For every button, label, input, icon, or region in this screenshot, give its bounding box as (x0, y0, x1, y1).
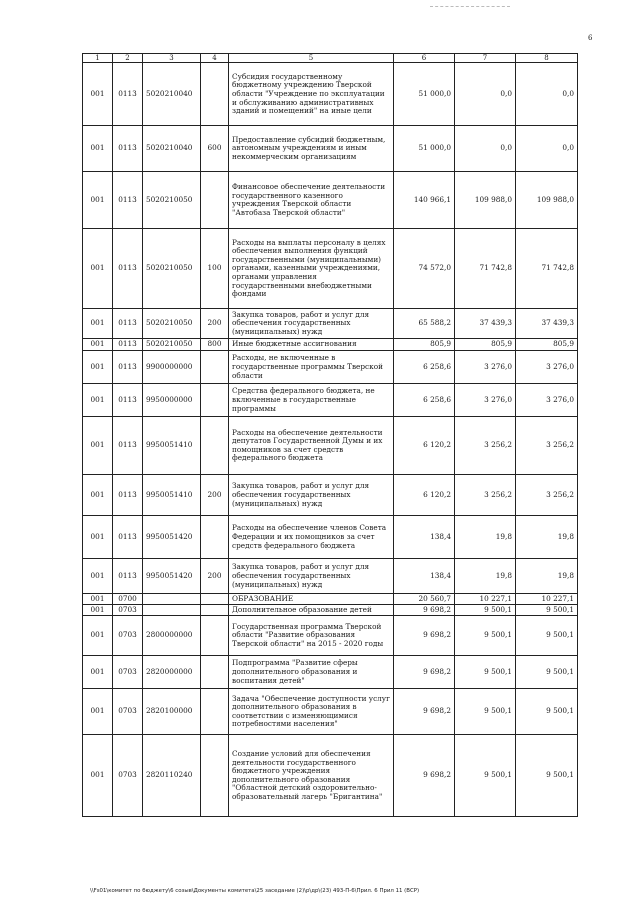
cell-c6: 138,4 (394, 516, 455, 559)
cell-c7: 3 276,0 (455, 384, 516, 417)
cell-c1: 001 (83, 339, 113, 351)
cell-c7: 9 500,1 (455, 656, 516, 689)
cell-c1: 001 (83, 516, 113, 559)
cell-c4 (201, 516, 229, 559)
cell-c2: 0113 (113, 351, 143, 384)
cell-c5: ОБРАЗОВАНИЕ (229, 594, 394, 605)
cell-c7: 0,0 (455, 63, 516, 126)
cell-c8: 3 256,2 (516, 417, 578, 475)
cell-c6: 6 258,6 (394, 384, 455, 417)
cell-c8: 109 988,0 (516, 172, 578, 229)
cell-c3: 2800000000 (143, 616, 201, 656)
cell-c2: 0113 (113, 126, 143, 172)
cell-c7: 0,0 (455, 126, 516, 172)
cell-c8: 19,8 (516, 516, 578, 559)
cell-c8: 3 276,0 (516, 384, 578, 417)
cell-c1: 001 (83, 475, 113, 516)
table-row (83, 656, 578, 689)
cell-c1: 001 (83, 735, 113, 817)
cell-c5: Закупка товаров, работ и услуг для обеспечения государственных (муниципальных) нужд (229, 475, 394, 516)
cell-c3: 5020210050 (143, 172, 201, 229)
cell-c4 (201, 351, 229, 384)
cell-c7: 3 276,0 (455, 351, 516, 384)
header-cell: 2 (113, 54, 143, 63)
cell-c4 (201, 417, 229, 475)
cell-c1: 001 (83, 559, 113, 594)
table-row (83, 735, 578, 817)
cell-c8: 10 227,1 (516, 594, 578, 605)
cell-c8: 9 500,1 (516, 689, 578, 735)
table-row (83, 384, 578, 417)
cell-c6: 9 698,2 (394, 656, 455, 689)
cell-c5: Подпрограмма "Развитие сферы дополнительного образования и воспитания детей" (229, 656, 394, 689)
cell-c3: 2820000000 (143, 656, 201, 689)
cell-c4 (201, 735, 229, 817)
cell-c3: 5020210050 (143, 309, 201, 339)
cell-c2: 0113 (113, 417, 143, 475)
header-cell: 3 (143, 54, 201, 63)
page-number: 6 (588, 34, 593, 42)
table-row (83, 229, 578, 309)
cell-c7: 805,9 (455, 339, 516, 351)
cell-c4 (201, 689, 229, 735)
cell-c8: 3 256,2 (516, 475, 578, 516)
cell-c3: 5020210050 (143, 229, 201, 309)
cell-c3: 9900000000 (143, 351, 201, 384)
cell-c3: 9950051410 (143, 417, 201, 475)
cell-c3: 2820110240 (143, 735, 201, 817)
cell-c6: 65 588,2 (394, 309, 455, 339)
cell-c2: 0113 (113, 384, 143, 417)
cell-c8: 0,0 (516, 126, 578, 172)
cell-c7: 37 439,3 (455, 309, 516, 339)
cell-c3: 9950051420 (143, 559, 201, 594)
cell-c5: Финансовое обеспечение деятельности государственного казенного учреждения Тверской области "Автобаза Тверской области" (229, 172, 394, 229)
cell-c2: 0113 (113, 559, 143, 594)
cell-c5: Иные бюджетные ассигнования (229, 339, 394, 351)
cell-c1: 001 (83, 63, 113, 126)
cell-c2: 0703 (113, 616, 143, 656)
cell-c8: 3 276,0 (516, 351, 578, 384)
cell-c1: 001 (83, 594, 113, 605)
cell-c6: 9 698,2 (394, 616, 455, 656)
cell-c1: 001 (83, 656, 113, 689)
cell-c5: Расходы на обеспечение членов Совета Федерации и их помощников за счет средств федерального бюджета (229, 516, 394, 559)
cell-c1: 001 (83, 172, 113, 229)
cell-c1: 001 (83, 605, 113, 616)
cell-c4 (201, 605, 229, 616)
cell-c8: 19,8 (516, 559, 578, 594)
cell-c3: 9950000000 (143, 384, 201, 417)
cell-c5: Закупка товаров, работ и услуг для обеспечения государственных (муниципальных) нужд (229, 559, 394, 594)
cell-c3: 5020210050 (143, 339, 201, 351)
table-row (83, 616, 578, 656)
cell-c6: 6 120,2 (394, 417, 455, 475)
cell-c1: 001 (83, 616, 113, 656)
cell-c5: Субсидия государственному бюджетному учреждению Тверской области "Учреждение по эксплуатации и обслуживанию административных зданий и помещений" на иные цели (229, 63, 394, 126)
header-cell: 8 (516, 54, 578, 63)
cell-c7: 3 256,2 (455, 475, 516, 516)
table-row (83, 594, 578, 605)
cell-c4 (201, 384, 229, 417)
cell-c4: 800 (201, 339, 229, 351)
cell-c7: 9 500,1 (455, 616, 516, 656)
cell-c7: 19,8 (455, 516, 516, 559)
cell-c5: Расходы на обеспечение деятельности депутатов Государственной Думы и их помощников за счет средств федерального бюджета (229, 417, 394, 475)
table-row (83, 689, 578, 735)
cell-c4 (201, 172, 229, 229)
cell-c7: 71 742,8 (455, 229, 516, 309)
cell-c3 (143, 605, 201, 616)
table-row (83, 475, 578, 516)
cell-c3: 5020210040 (143, 126, 201, 172)
cell-c1: 001 (83, 351, 113, 384)
cell-c6: 51 000,0 (394, 63, 455, 126)
cell-c4: 200 (201, 475, 229, 516)
cell-c5: Предоставление субсидий бюджетным, автономным учреждениям и иным некоммерческим организациям (229, 126, 394, 172)
cell-c7: 9 500,1 (455, 605, 516, 616)
cell-c5: Дополнительное образование детей (229, 605, 394, 616)
cell-c4: 600 (201, 126, 229, 172)
cell-c4 (201, 616, 229, 656)
cell-c8: 805,9 (516, 339, 578, 351)
header-cell: 7 (455, 54, 516, 63)
table-row (83, 63, 578, 126)
cell-c8: 9 500,1 (516, 735, 578, 817)
cell-c7: 9 500,1 (455, 689, 516, 735)
cell-c7: 3 256,2 (455, 417, 516, 475)
cell-c8: 9 500,1 (516, 605, 578, 616)
cell-c1: 001 (83, 309, 113, 339)
cell-c3: 9950051410 (143, 475, 201, 516)
header-cell: 5 (229, 54, 394, 63)
budget-table (82, 53, 578, 817)
cell-c6: 9 698,2 (394, 605, 455, 616)
table-row (83, 339, 578, 351)
cell-c6: 51 000,0 (394, 126, 455, 172)
file-path-footer: \\Fs01\комитет по бюджету\6 созыв\Документы комитета\25 заседание (2)\р\др\(23) 493-П-6\Прил. 6 Прил 11 (ВСР) (90, 888, 420, 894)
cell-c1: 001 (83, 229, 113, 309)
table-row (83, 605, 578, 616)
cell-c5: Расходы на выплаты персоналу в целях обеспечения выполнения функций государственными (муниципальными) органами, казенными учреждениями, органами управления государственными внебюджетными фондами (229, 229, 394, 309)
cell-c3: 2820100000 (143, 689, 201, 735)
cell-c5: Государственная программа Тверской области "Развитие образования Тверской области" на 2015 - 2020 годы (229, 616, 394, 656)
cell-c5: Закупка товаров, работ и услуг для обеспечения государственных (муниципальных) нужд (229, 309, 394, 339)
cell-c2: 0703 (113, 735, 143, 817)
cell-c8: 0,0 (516, 63, 578, 126)
cell-c4: 200 (201, 559, 229, 594)
cell-c6: 6 120,2 (394, 475, 455, 516)
cell-c3: 9950051420 (143, 516, 201, 559)
cell-c1: 001 (83, 384, 113, 417)
header-cell: 4 (201, 54, 229, 63)
cell-c7: 109 988,0 (455, 172, 516, 229)
cell-c3: 5020210040 (143, 63, 201, 126)
cell-c5: Задача "Обеспечение доступности услуг дополнительного образования в соответствии с изменяющимися потребностями населения" (229, 689, 394, 735)
cell-c2: 0113 (113, 475, 143, 516)
cell-c6: 9 698,2 (394, 735, 455, 817)
cell-c2: 0113 (113, 229, 143, 309)
scan-artifact (430, 6, 510, 7)
cell-c4 (201, 63, 229, 126)
cell-c7: 19,8 (455, 559, 516, 594)
table-row (83, 516, 578, 559)
table-row (83, 309, 578, 339)
cell-c3 (143, 594, 201, 605)
cell-c4: 100 (201, 229, 229, 309)
cell-c2: 0113 (113, 309, 143, 339)
cell-c2: 0703 (113, 689, 143, 735)
cell-c6: 6 258,6 (394, 351, 455, 384)
header-cell: 1 (83, 54, 113, 63)
table-row (83, 559, 578, 594)
cell-c2: 0700 (113, 594, 143, 605)
cell-c2: 0113 (113, 516, 143, 559)
cell-c5: Средства федерального бюджета, не включенные в государственные программы (229, 384, 394, 417)
table-row (83, 351, 578, 384)
header-cell: 6 (394, 54, 455, 63)
cell-c4: 200 (201, 309, 229, 339)
cell-c4 (201, 594, 229, 605)
cell-c5: Расходы, не включенные в государственные программы Тверской области (229, 351, 394, 384)
cell-c2: 0113 (113, 172, 143, 229)
cell-c7: 9 500,1 (455, 735, 516, 817)
cell-c2: 0113 (113, 63, 143, 126)
cell-c6: 74 572,0 (394, 229, 455, 309)
cell-c6: 138,4 (394, 559, 455, 594)
cell-c7: 10 227,1 (455, 594, 516, 605)
cell-c8: 9 500,1 (516, 616, 578, 656)
header-row (83, 54, 578, 63)
cell-c2: 0703 (113, 605, 143, 616)
cell-c1: 001 (83, 689, 113, 735)
table-row (83, 417, 578, 475)
cell-c5: Создание условий для обеспечения деятельности государственного бюджетного учреждения дополнительного образования "Областной детский оздоровительно-образовательный лагерь "Бригантина" (229, 735, 394, 817)
cell-c8: 37 439,3 (516, 309, 578, 339)
cell-c1: 001 (83, 126, 113, 172)
cell-c2: 0113 (113, 339, 143, 351)
cell-c6: 20 560,7 (394, 594, 455, 605)
cell-c1: 001 (83, 417, 113, 475)
cell-c8: 9 500,1 (516, 656, 578, 689)
table-row (83, 126, 578, 172)
cell-c6: 9 698,2 (394, 689, 455, 735)
cell-c6: 805,9 (394, 339, 455, 351)
cell-c2: 0703 (113, 656, 143, 689)
table-row (83, 172, 578, 229)
cell-c6: 140 966,1 (394, 172, 455, 229)
cell-c4 (201, 656, 229, 689)
cell-c8: 71 742,8 (516, 229, 578, 309)
